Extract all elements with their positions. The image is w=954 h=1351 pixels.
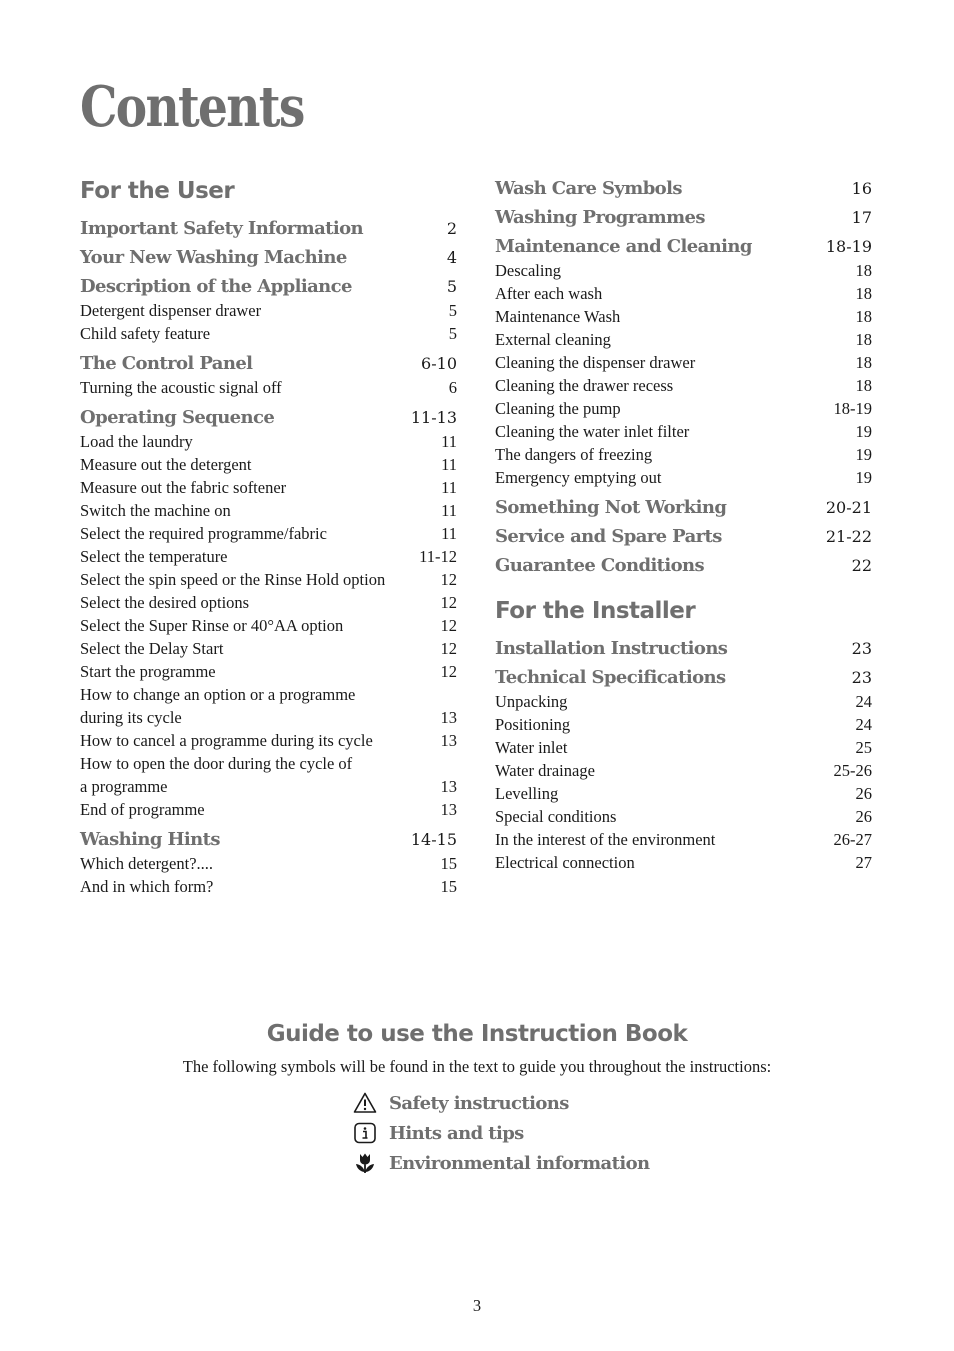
toc-entry-sub bbox=[495, 690, 872, 713]
toc-entry-label: Measure out the detergent bbox=[80, 455, 252, 474]
toc-entry-main bbox=[495, 174, 872, 203]
toc-entry-sub bbox=[495, 305, 872, 328]
toc-entry-label: Description of the Appliance bbox=[80, 276, 352, 297]
toc-entry-page: 19 bbox=[855, 422, 872, 441]
guide-intro: The following symbols will be found in the text to guide you throughout the instructions: bbox=[182, 1057, 772, 1076]
toc-entry-sub bbox=[495, 420, 872, 443]
toc-entry-label: Select the temperature bbox=[80, 547, 228, 566]
toc-entry-page: 15 bbox=[440, 877, 457, 896]
toc-entry-label: Child safety feature bbox=[80, 324, 211, 343]
symbol-legend bbox=[353, 1088, 649, 1178]
toc-entry-sub bbox=[80, 875, 457, 898]
toc-entry-page: 11-12 bbox=[419, 547, 457, 566]
toc-entry-label: Start the programme bbox=[80, 662, 216, 681]
toc-entry-label: Switch the machine on bbox=[80, 501, 231, 520]
toc-entry-page: 24 bbox=[855, 715, 872, 734]
toc-entry-page: 15 bbox=[440, 854, 457, 873]
toc-entry-label: Installation Instructions bbox=[495, 638, 728, 659]
toc-entry-label: Cleaning the drawer recess bbox=[495, 376, 674, 395]
warning-triangle-icon bbox=[353, 1091, 377, 1115]
toc-entry-page: 22 bbox=[851, 556, 872, 575]
toc-entry-label: And in which form? bbox=[80, 877, 214, 896]
contents-column-left bbox=[80, 174, 457, 898]
toc-entry-sub bbox=[80, 591, 457, 614]
toc-entry-page: 5 bbox=[448, 301, 457, 320]
toc-entry-page: 13 bbox=[440, 731, 457, 750]
toc-entry-page: 6 bbox=[448, 378, 457, 397]
toc-entry-sub bbox=[80, 322, 457, 345]
toc-entry-sub bbox=[495, 759, 872, 782]
toc-entry-label: Measure out the fabric softener bbox=[80, 478, 287, 497]
toc-entry-page: 11 bbox=[441, 524, 457, 543]
toc-entry-page: 16 bbox=[851, 179, 872, 198]
info-icon bbox=[353, 1121, 377, 1145]
toc-entry-page: 4 bbox=[446, 248, 457, 267]
toc-entry-page: 18 bbox=[855, 307, 872, 326]
toc-entry-page: 21-22 bbox=[825, 527, 872, 546]
toc-entry-label: Special conditions bbox=[495, 807, 617, 826]
toc-entry-label: Select the required programme/fabric bbox=[80, 524, 327, 543]
toc-entry-label: Descaling bbox=[495, 261, 561, 280]
toc-entry-page: 18 bbox=[855, 261, 872, 280]
toc-list-user bbox=[80, 214, 457, 898]
toc-entry-page: 26 bbox=[855, 807, 872, 826]
toc-entry-page: 2 bbox=[446, 219, 457, 238]
toc-entry-sub bbox=[495, 351, 872, 374]
legend-item-safety bbox=[353, 1088, 649, 1118]
toc-entry-sub bbox=[495, 374, 872, 397]
toc-entry-label: Select the Super Rinse or 40°AA option bbox=[80, 616, 344, 635]
toc-entry-label: Select the Delay Start bbox=[80, 639, 224, 658]
toc-entry-label: Wash Care Symbols bbox=[495, 178, 682, 199]
toc-entry-main bbox=[80, 272, 457, 301]
toc-entry-sub bbox=[80, 453, 457, 476]
toc-entry-main bbox=[495, 203, 872, 232]
toc-entry-label: Cleaning the pump bbox=[495, 399, 621, 418]
toc-entry-label: Maintenance and Cleaning bbox=[495, 236, 752, 257]
toc-entry-sub bbox=[80, 499, 457, 522]
toc-entry-main bbox=[495, 232, 872, 261]
toc-entry-page: 13 bbox=[440, 777, 457, 796]
toc-list-user-continued bbox=[495, 174, 872, 580]
page-title: Contents bbox=[80, 74, 304, 140]
toc-entry-sub bbox=[80, 430, 457, 453]
toc-entry-page: 11-13 bbox=[410, 408, 457, 427]
toc-entry-label: Select the desired options bbox=[80, 593, 250, 612]
toc-entry-page: 5 bbox=[448, 324, 457, 343]
toc-entry-label: Which detergent?.... bbox=[80, 854, 214, 873]
toc-entry-page: 27 bbox=[855, 853, 872, 872]
toc-entry-label: Unpacking bbox=[495, 692, 568, 711]
legend-label: Hints and tips bbox=[389, 1122, 524, 1144]
toc-entry-page: 23 bbox=[851, 668, 872, 687]
toc-entry-label: Electrical connection bbox=[495, 853, 635, 872]
toc-entry-page: 12 bbox=[440, 593, 457, 612]
toc-entry-label: Cleaning the dispenser drawer bbox=[495, 353, 696, 372]
toc-entry-sub bbox=[80, 299, 457, 322]
toc-entry-page: 25-26 bbox=[833, 761, 872, 780]
toc-entry-label: The Control Panel bbox=[80, 353, 253, 374]
toc-entry-label: Cleaning the water inlet filter bbox=[495, 422, 690, 441]
toc-entry-label: After each wash bbox=[495, 284, 603, 303]
toc-entry-sub bbox=[495, 805, 872, 828]
toc-entry-page: 18 bbox=[855, 284, 872, 303]
toc-entry-main bbox=[80, 349, 457, 378]
toc-entry-main bbox=[80, 403, 457, 432]
toc-entry-page: 18 bbox=[855, 376, 872, 395]
toc-entry-label: Something Not Working bbox=[495, 497, 727, 518]
guide-heading: Guide to use the Instruction Book bbox=[266, 1021, 688, 1047]
toc-entry-sub bbox=[80, 752, 457, 798]
section-heading-user: For the User bbox=[80, 178, 235, 204]
toc-entry-page: 6-10 bbox=[421, 354, 457, 373]
toc-entry-label: External cleaning bbox=[495, 330, 611, 349]
toc-entry-label: Washing Programmes bbox=[495, 207, 705, 228]
toc-entry-page: 26 bbox=[855, 784, 872, 803]
toc-entry-sub bbox=[80, 637, 457, 660]
toc-entry-sub bbox=[495, 828, 872, 851]
toc-entry-sub bbox=[495, 736, 872, 759]
guide-section bbox=[0, 1016, 954, 1082]
legend-item-environment bbox=[353, 1148, 649, 1178]
toc-list-installer bbox=[495, 634, 872, 874]
toc-entry-page: 13 bbox=[440, 708, 457, 727]
toc-entry-label: How to change an option or a programme during its cycle bbox=[80, 685, 356, 727]
toc-entry-sub bbox=[495, 782, 872, 805]
toc-entry-sub bbox=[80, 376, 457, 399]
toc-entry-label: Emergency emptying out bbox=[495, 468, 662, 487]
toc-entry-label: Levelling bbox=[495, 784, 559, 803]
toc-entry-main bbox=[495, 522, 872, 551]
page-number: 3 bbox=[472, 1296, 482, 1315]
toc-entry-page: 11 bbox=[441, 455, 457, 474]
toc-entry-page: 20-21 bbox=[825, 498, 872, 517]
toc-entry-sub bbox=[495, 466, 872, 489]
toc-entry-sub bbox=[80, 545, 457, 568]
toc-entry-main bbox=[495, 634, 872, 663]
toc-entry-page: 23 bbox=[851, 639, 872, 658]
toc-entry-label: Washing Hints bbox=[80, 829, 220, 850]
toc-entry-label: Maintenance Wash bbox=[495, 307, 621, 326]
toc-entry-main bbox=[495, 551, 872, 580]
toc-entry-label: Guarantee Conditions bbox=[495, 555, 705, 576]
toc-entry-page: 11 bbox=[441, 501, 457, 520]
toc-entry-sub bbox=[80, 614, 457, 637]
toc-entry-label: In the interest of the environment bbox=[495, 830, 716, 849]
legend-label: Environmental information bbox=[389, 1152, 650, 1174]
toc-entry-label: Water inlet bbox=[495, 738, 568, 757]
toc-entry-main bbox=[495, 663, 872, 692]
toc-entry-sub bbox=[495, 713, 872, 736]
toc-entry-page: 12 bbox=[440, 639, 457, 658]
contents-column-right bbox=[495, 174, 872, 874]
toc-entry-label: Load the laundry bbox=[80, 432, 193, 451]
toc-entry-label: Water drainage bbox=[495, 761, 595, 780]
toc-entry-label: Select the spin speed or the Rinse Hold option bbox=[80, 570, 386, 589]
legend-item-hints bbox=[353, 1118, 649, 1148]
toc-entry-page: 19 bbox=[855, 445, 872, 464]
toc-entry-page: 24 bbox=[855, 692, 872, 711]
toc-entry-page: 12 bbox=[440, 570, 457, 589]
legend-label: Safety instructions bbox=[389, 1092, 569, 1114]
environment-flower-icon bbox=[353, 1151, 377, 1175]
toc-entry-page: 25 bbox=[855, 738, 872, 757]
toc-entry-page: 18-19 bbox=[833, 399, 872, 418]
section-heading-installer: For the Installer bbox=[495, 598, 696, 624]
toc-entry-label: Your New Washing Machine bbox=[80, 247, 347, 268]
toc-entry-page: 13 bbox=[440, 800, 457, 819]
toc-entry-page: 26-27 bbox=[833, 830, 872, 849]
toc-entry-label: Positioning bbox=[495, 715, 571, 734]
toc-entry-main bbox=[80, 825, 457, 854]
toc-entry-main bbox=[80, 243, 457, 272]
toc-entry-page: 12 bbox=[440, 616, 457, 635]
toc-entry-label: Technical Specifications bbox=[495, 667, 726, 688]
toc-entry-label: Important Safety Information bbox=[80, 218, 363, 239]
toc-entry-page: 17 bbox=[851, 208, 872, 227]
toc-entry-sub bbox=[495, 851, 872, 874]
toc-entry-label: How to open the door during the cycle of a programme bbox=[80, 754, 353, 796]
toc-entry-sub bbox=[80, 683, 457, 729]
toc-entry-sub bbox=[80, 729, 457, 752]
toc-entry-sub bbox=[495, 282, 872, 305]
toc-entry-page: 11 bbox=[441, 432, 457, 451]
toc-entry-label: The dangers of freezing bbox=[495, 445, 653, 464]
toc-entry-page: 5 bbox=[446, 277, 457, 296]
toc-entry-sub bbox=[80, 798, 457, 821]
toc-entry-sub bbox=[80, 568, 457, 591]
toc-entry-page: 11 bbox=[441, 478, 457, 497]
toc-entry-sub bbox=[80, 660, 457, 683]
toc-entry-sub bbox=[495, 443, 872, 466]
toc-entry-page: 18 bbox=[855, 353, 872, 372]
toc-entry-label: How to cancel a programme during its cycle bbox=[80, 731, 373, 750]
toc-entry-sub bbox=[80, 476, 457, 499]
toc-entry-label: Service and Spare Parts bbox=[495, 526, 722, 547]
toc-entry-label: Detergent dispenser drawer bbox=[80, 301, 262, 320]
toc-entry-sub bbox=[495, 328, 872, 351]
toc-entry-page: 18-19 bbox=[825, 237, 872, 256]
toc-entry-main bbox=[80, 214, 457, 243]
toc-entry-page: 14-15 bbox=[410, 830, 457, 849]
toc-entry-page: 18 bbox=[855, 330, 872, 349]
toc-entry-page: 19 bbox=[855, 468, 872, 487]
toc-entry-label: Turning the acoustic signal off bbox=[80, 378, 282, 397]
toc-entry-sub bbox=[80, 522, 457, 545]
toc-entry-label: End of programme bbox=[80, 800, 205, 819]
toc-entry-label: Operating Sequence bbox=[80, 407, 275, 428]
toc-entry-sub bbox=[495, 397, 872, 420]
toc-entry-sub bbox=[495, 259, 872, 282]
toc-entry-main bbox=[495, 493, 872, 522]
toc-entry-page: 12 bbox=[440, 662, 457, 681]
toc-entry-sub bbox=[80, 852, 457, 875]
